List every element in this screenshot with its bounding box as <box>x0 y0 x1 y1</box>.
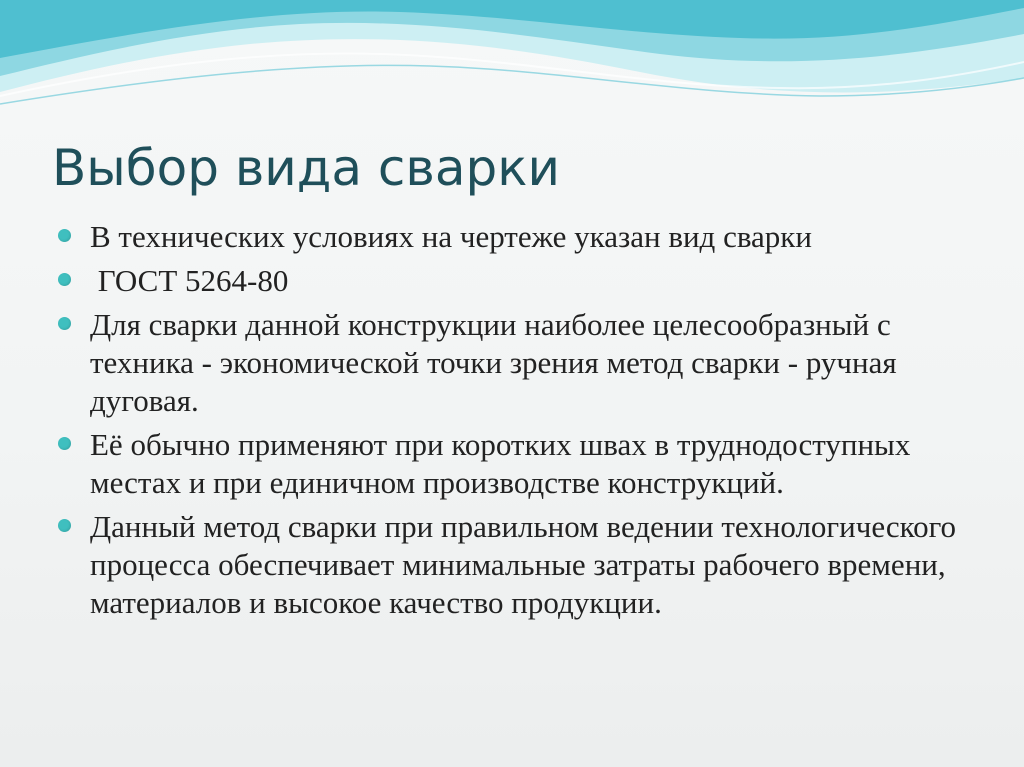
bullet-dot-icon <box>58 437 71 450</box>
bullet-text: Данный метод сварки при правильном ведении технологического процесса обеспечивает минимальные затраты рабочего времени, материалов и высокое качество продукции. <box>90 509 957 620</box>
bullet-dot-icon <box>58 317 71 330</box>
bullet-item <box>58 508 978 622</box>
bullet-list <box>58 218 978 628</box>
bullet-dot-icon <box>58 229 71 242</box>
bullet-text: Её обычно применяют при коротких швах в труднодоступных местах и при единичном производстве конструкций. <box>90 427 911 500</box>
bullet-dot-icon <box>58 519 71 532</box>
bullet-item <box>58 218 978 256</box>
bullet-text: В технических условиях на чертеже указан вид сварки <box>90 219 812 254</box>
bullet-item <box>58 306 978 420</box>
bullet-text: ГОСТ 5264-80 <box>90 263 289 298</box>
bullet-dot-icon <box>58 273 71 286</box>
bullet-item <box>58 426 978 502</box>
bullet-item <box>58 262 978 300</box>
wave-header-decoration <box>0 0 1024 120</box>
bullet-text: Для сварки данной конструкции наиболее целесообразный с техника - экономической точки зрения метод сварки - ручная дуговая. <box>90 307 897 418</box>
slide-title: Выбор вида сварки <box>52 139 560 197</box>
